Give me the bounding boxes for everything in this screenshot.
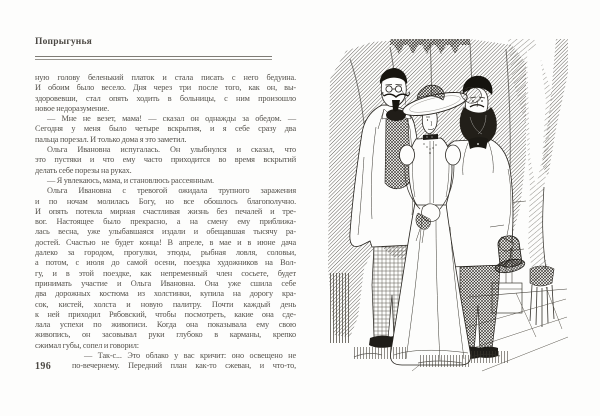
text-line: сок, кистей, холста и новую палитру. Почти каждый день [35,299,296,309]
text-line: пальца порезал. И только дома я это заметил. [35,134,187,144]
text-line: Сегодня у меня было четыре вскрытия, и я себе сразу два [35,124,296,134]
text-line: лала успехи по живописи. Когда она показывала ему свою [35,320,296,330]
text-line: и по ночам молилась Богу, но все обошлось благополучно. [35,196,296,206]
text-line: И опять потекла мирная счастливая жизнь без печалей и тре- [35,206,296,216]
illustration-drawing [320,37,568,372]
text-line: а потом, с июля до самой осени, поездка художников на Вол- [35,258,296,268]
text-line: гу, и в этой поездке, как непременный член сосьете, будет [35,268,296,278]
header-double-rule [35,56,272,60]
text-line: — Так-с... Это облако у вас кричит: оно освещено не [84,351,296,361]
running-header: Попрыгунья [35,37,93,47]
woman-sleeve-left [400,145,415,165]
curtain-foot-hatch [328,273,350,343]
text-line: сжимал губы, сопел и говорил: [35,340,139,350]
text-line: Ольга Ивановна с тревогой ожидала трупного заражения [47,186,296,196]
woman-bodice [409,138,452,205]
text-line: это пустяки и что ему часто приходится во время вскрытий [35,155,296,165]
text-line: далеко за городом, прогулки, этюды, рыбная ловля, соловьи, [35,248,296,258]
text-line: здоровевши, стал опять ходить в больницы, с ним произошло [35,93,296,103]
text-line: к ней приходил Рябовский, чтобы посмотреть, какие она сде- [35,309,296,319]
text-line: — Я увлекаюсь, мама, и становлюсь рассеянным. [47,175,214,185]
woman-sleeve-right [446,145,461,165]
text-line: И обоим было весело. Дня через три после того, как он, вы- [35,83,296,93]
text-line: Ольга Ивановна испугалась. Он улыбнулся и сказал, что [47,145,296,155]
text-line: принимать участие и Ольга Ивановна. Она уже сшила себе [35,278,296,288]
text-line: новое недоразумение. [35,103,110,113]
text-line: живопись, он засовывал руки глубоко в карманы, крепко [35,330,296,340]
text-line: по-вечернему. Передний план как-то сжеван, и что-то, [72,361,296,371]
woman-choker [423,134,438,140]
body-text-column [35,73,296,372]
text-line: лась весна, уже улыбавшаяся издали и обещавшая тысячу ра- [35,227,296,237]
text-line: два дорожных костюма из холстинки, купила на дорогу кра- [35,289,296,299]
page-number: 196 [35,360,52,372]
curtain-tie [530,266,554,286]
text-line: — Мне не везет, мама! — сказал он однажды за обедом. — [47,114,296,124]
text-line: ную голову беленький платок и стала писать с него бедуина. [35,73,296,82]
text-line: вог. Настоящее было прекрасно, а на смену ему приближа- [35,217,296,227]
text-line: делать себе порезы на руках. [35,165,132,175]
text-line: достей. Счастью не будет конца! В апреле, в мае и в июне дача [35,237,296,247]
